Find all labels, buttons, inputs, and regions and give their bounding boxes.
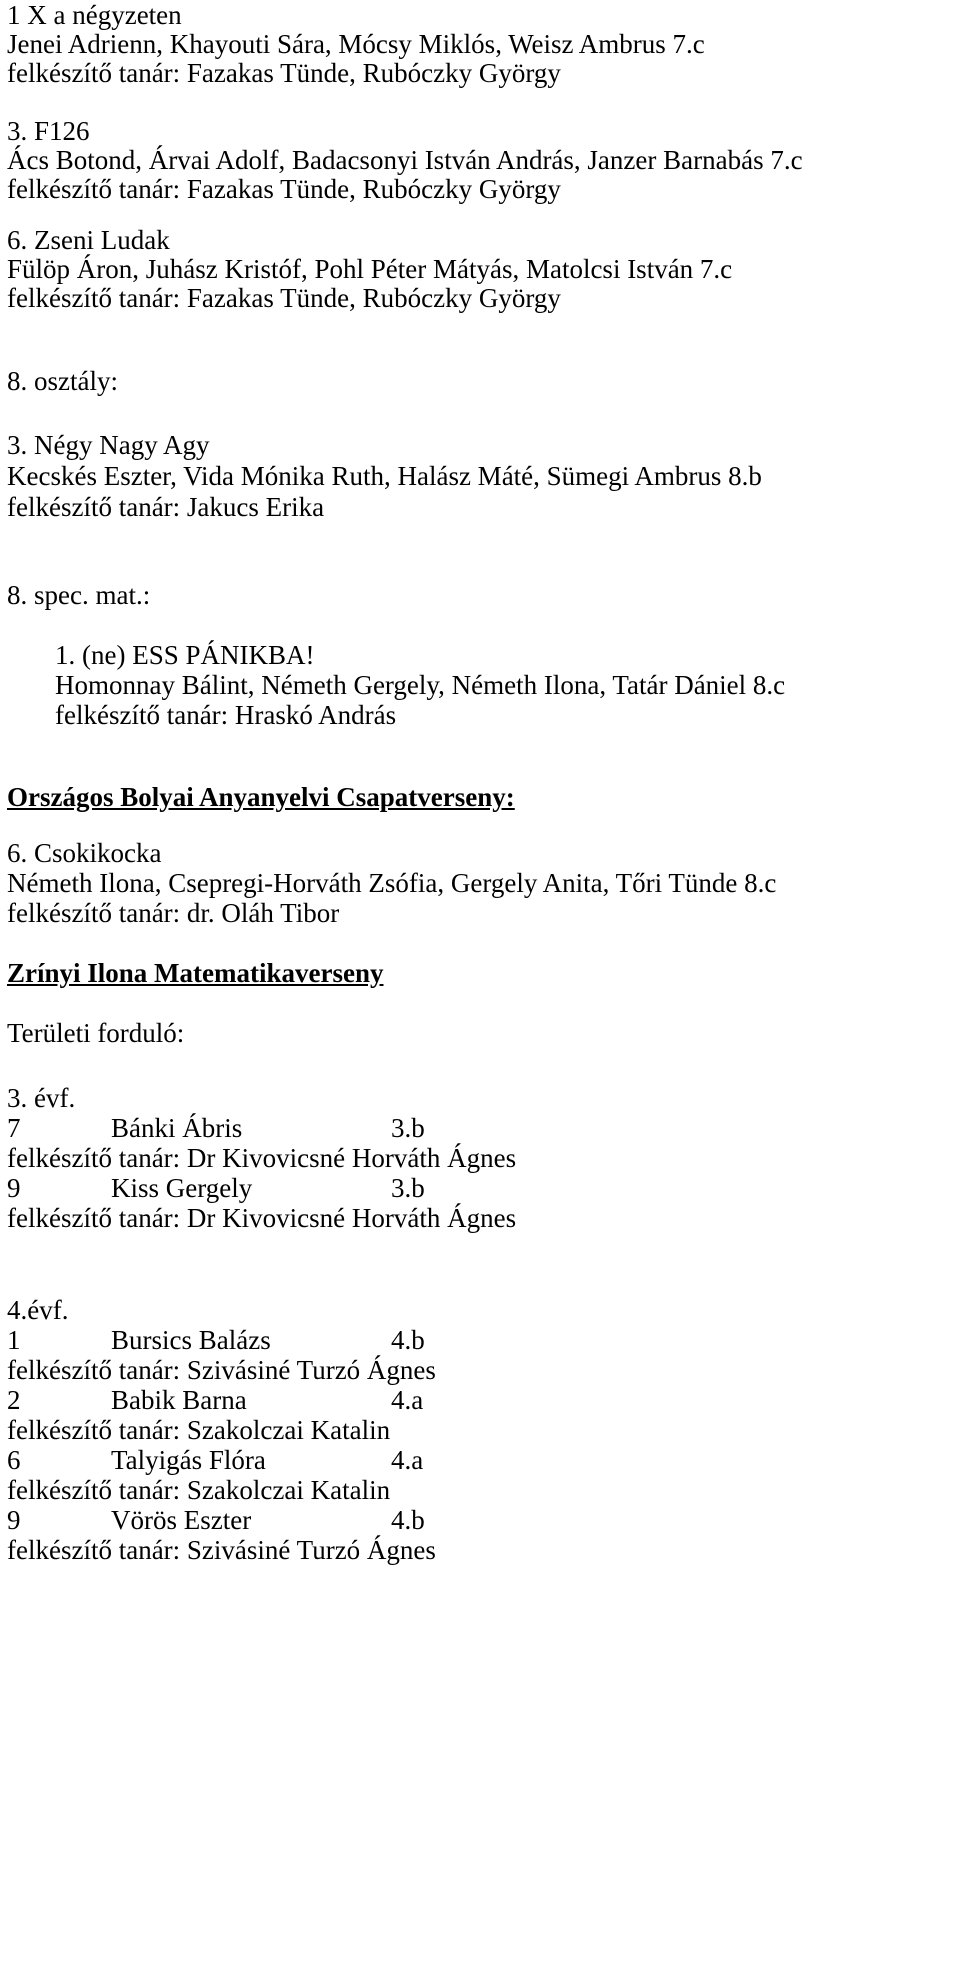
result-row: [7, 1173, 425, 1203]
result-place: 9: [7, 1505, 21, 1535]
team-members: Németh Ilona, Csepregi-Horváth Zsófia, Gergely Anita, Tőri Tünde 8.c: [7, 868, 777, 898]
team-teacher: felkészítő tanár: dr. Oláh Tibor: [7, 898, 340, 928]
result-row: [7, 1325, 425, 1355]
team-title: 6. Zseni Ludak: [7, 225, 170, 255]
team-members: Ács Botond, Árvai Adolf, Badacsonyi István András, Janzer Barnabás 7.c: [7, 145, 803, 175]
section-label: 8. osztály:: [7, 366, 118, 396]
section-label: 8. spec. mat.:: [7, 580, 151, 610]
result-class: 4.b: [391, 1505, 425, 1535]
result-class: 4.a: [391, 1385, 424, 1415]
result-class: 3.b: [391, 1173, 425, 1203]
team-title: 1 X a négyzeten: [7, 0, 182, 30]
result-name: Bánki Ábris: [111, 1113, 243, 1143]
result-teacher: felkészítő tanár: Dr Kivovicsné Horváth Ágnes: [7, 1203, 517, 1233]
section-heading: Országos Bolyai Anyanyelvi Csapatverseny:: [7, 782, 515, 812]
result-class: 4.b: [391, 1325, 425, 1355]
result-name: Vörös Eszter: [111, 1505, 252, 1535]
result-teacher: felkészítő tanár: Dr Kivovicsné Horváth Ágnes: [7, 1143, 517, 1173]
result-name: Kiss Gergely: [111, 1173, 253, 1203]
result-class: 4.a: [391, 1445, 424, 1475]
result-place: 1: [7, 1325, 21, 1355]
result-class: 3.b: [391, 1113, 425, 1143]
result-row: [7, 1385, 423, 1415]
team-title: 6. Csokikocka: [7, 838, 162, 868]
result-row: [7, 1505, 425, 1535]
team-teacher: felkészítő tanár: Fazakas Tünde, Rubóczky György: [7, 174, 561, 204]
round-label: Területi forduló:: [7, 1018, 185, 1048]
section-heading: Zrínyi Ilona Matematikaverseny: [7, 958, 384, 988]
team-teacher: felkészítő tanár: Hraskó András: [55, 700, 397, 730]
team-teacher: felkészítő tanár: Fazakas Tünde, Rubóczky György: [7, 58, 561, 88]
team-title: 1. (ne) ESS PÁNIKBA!: [55, 640, 315, 670]
result-place: 9: [7, 1173, 21, 1203]
result-name: Babik Barna: [111, 1385, 247, 1415]
result-teacher: felkészítő tanár: Szivásiné Turzó Ágnes: [7, 1535, 436, 1565]
team-members: Fülöp Áron, Juhász Kristóf, Pohl Péter Mátyás, Matolcsi István 7.c: [7, 254, 733, 284]
result-row: [7, 1445, 423, 1475]
team-members: Jenei Adrienn, Khayouti Sára, Mócsy Miklós, Weisz Ambrus 7.c: [7, 29, 705, 59]
result-row: [7, 1113, 425, 1143]
team-teacher: felkészítő tanár: Fazakas Tünde, Rubóczky György: [7, 283, 561, 313]
grade-label: 3. évf.: [7, 1083, 76, 1113]
team-teacher: felkészítő tanár: Jakucs Erika: [7, 492, 325, 522]
grade-label: 4.évf.: [7, 1295, 69, 1325]
result-place: 6: [7, 1445, 21, 1475]
team-title: 3. F126: [7, 116, 90, 146]
result-teacher: felkészítő tanár: Szakolczai Katalin: [7, 1475, 391, 1505]
result-place: 7: [7, 1113, 21, 1143]
result-name: Bursics Balázs: [111, 1325, 271, 1355]
result-teacher: felkészítő tanár: Szakolczai Katalin: [7, 1415, 391, 1445]
team-members: Kecskés Eszter, Vida Mónika Ruth, Halász Máté, Sümegi Ambrus 8.b: [7, 461, 762, 491]
result-name: Talyigás Flóra: [111, 1445, 266, 1475]
result-place: 2: [7, 1385, 21, 1415]
team-title: 3. Négy Nagy Agy: [7, 430, 210, 460]
result-teacher: felkészítő tanár: Szivásiné Turzó Ágnes: [7, 1355, 436, 1385]
team-members: Homonnay Bálint, Németh Gergely, Németh Ilona, Tatár Dániel 8.c: [55, 670, 786, 700]
